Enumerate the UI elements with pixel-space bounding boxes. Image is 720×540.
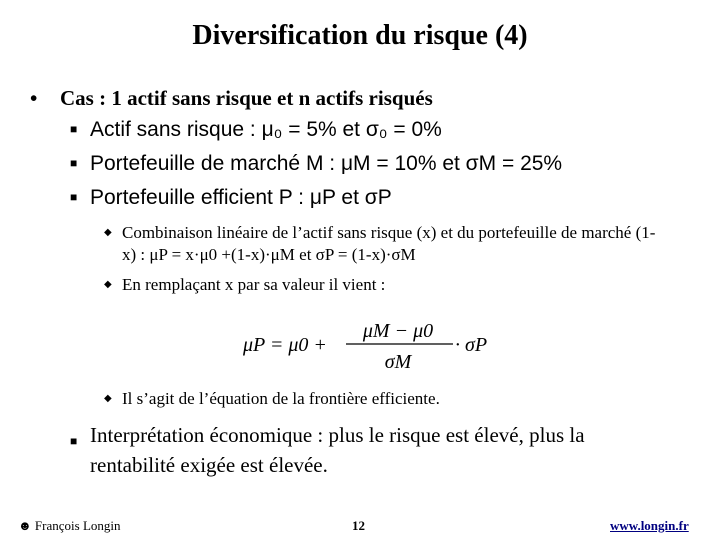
footer-website-link[interactable]: www.longin.fr bbox=[610, 518, 689, 533]
formula-lhs: μP = μ0 + bbox=[243, 334, 327, 356]
list-item-interpretation bbox=[70, 420, 670, 480]
interpretation-text: Interprétation économique : plus le risque est élevé, plus la rentabilité exigée est élevée. bbox=[90, 423, 585, 477]
square-bullet-icon: ■ bbox=[70, 156, 78, 170]
diamond-bullet-icon: ◆ bbox=[104, 279, 112, 290]
efficient-frontier-formula bbox=[243, 318, 488, 374]
case-text: Cas : 1 actif sans risque et n actifs risqués bbox=[60, 86, 433, 110]
page-title: Diversification du risque (4) bbox=[192, 20, 528, 51]
square-bullet-icon: ■ bbox=[70, 434, 78, 448]
footer-author: ☻ François Longin bbox=[18, 518, 121, 533]
bullet-dot-icon: • bbox=[30, 86, 38, 110]
diamond-bullet-icon: ◆ bbox=[104, 227, 112, 238]
substitution-text: En remplaçant x par sa valeur il vient : bbox=[122, 275, 386, 294]
formula-numerator: μM − μ0 bbox=[362, 320, 434, 342]
formula-rhs: · σP bbox=[455, 334, 488, 356]
linear-combination-text: Combinaison linéaire de l’actif sans risque (x) et du portefeuille de marché (1-x) : μP = x·μ0 +(1-x)·μM et σP = (1-x)·σM bbox=[122, 223, 656, 264]
frontier-equation-text: Il s’agit de l’équation de la frontière efficiente. bbox=[122, 389, 440, 408]
formula-denominator: σM bbox=[384, 351, 412, 373]
bullet-case bbox=[30, 86, 433, 111]
market-portfolio-text: Portefeuille de marché M : μM = 10% et σM = 25% bbox=[90, 152, 563, 175]
page-number: 12 bbox=[352, 518, 365, 533]
list-item-risk-free bbox=[70, 118, 442, 142]
list-item-efficient-portfolio bbox=[70, 186, 392, 210]
risk-free-text: Actif sans risque : μ₀ = 5% et σ₀ = 0% bbox=[90, 118, 442, 141]
diamond-bullet-icon: ◆ bbox=[104, 393, 112, 404]
square-bullet-icon: ■ bbox=[70, 122, 78, 136]
list-item-substitution bbox=[104, 274, 662, 296]
square-bullet-icon: ■ bbox=[70, 190, 78, 204]
list-item-linear-combination bbox=[104, 222, 662, 266]
list-item-frontier-equation bbox=[104, 388, 662, 410]
list-item-market-portfolio bbox=[70, 152, 562, 176]
efficient-portfolio-text: Portefeuille efficient P : μP et σP bbox=[90, 186, 392, 209]
